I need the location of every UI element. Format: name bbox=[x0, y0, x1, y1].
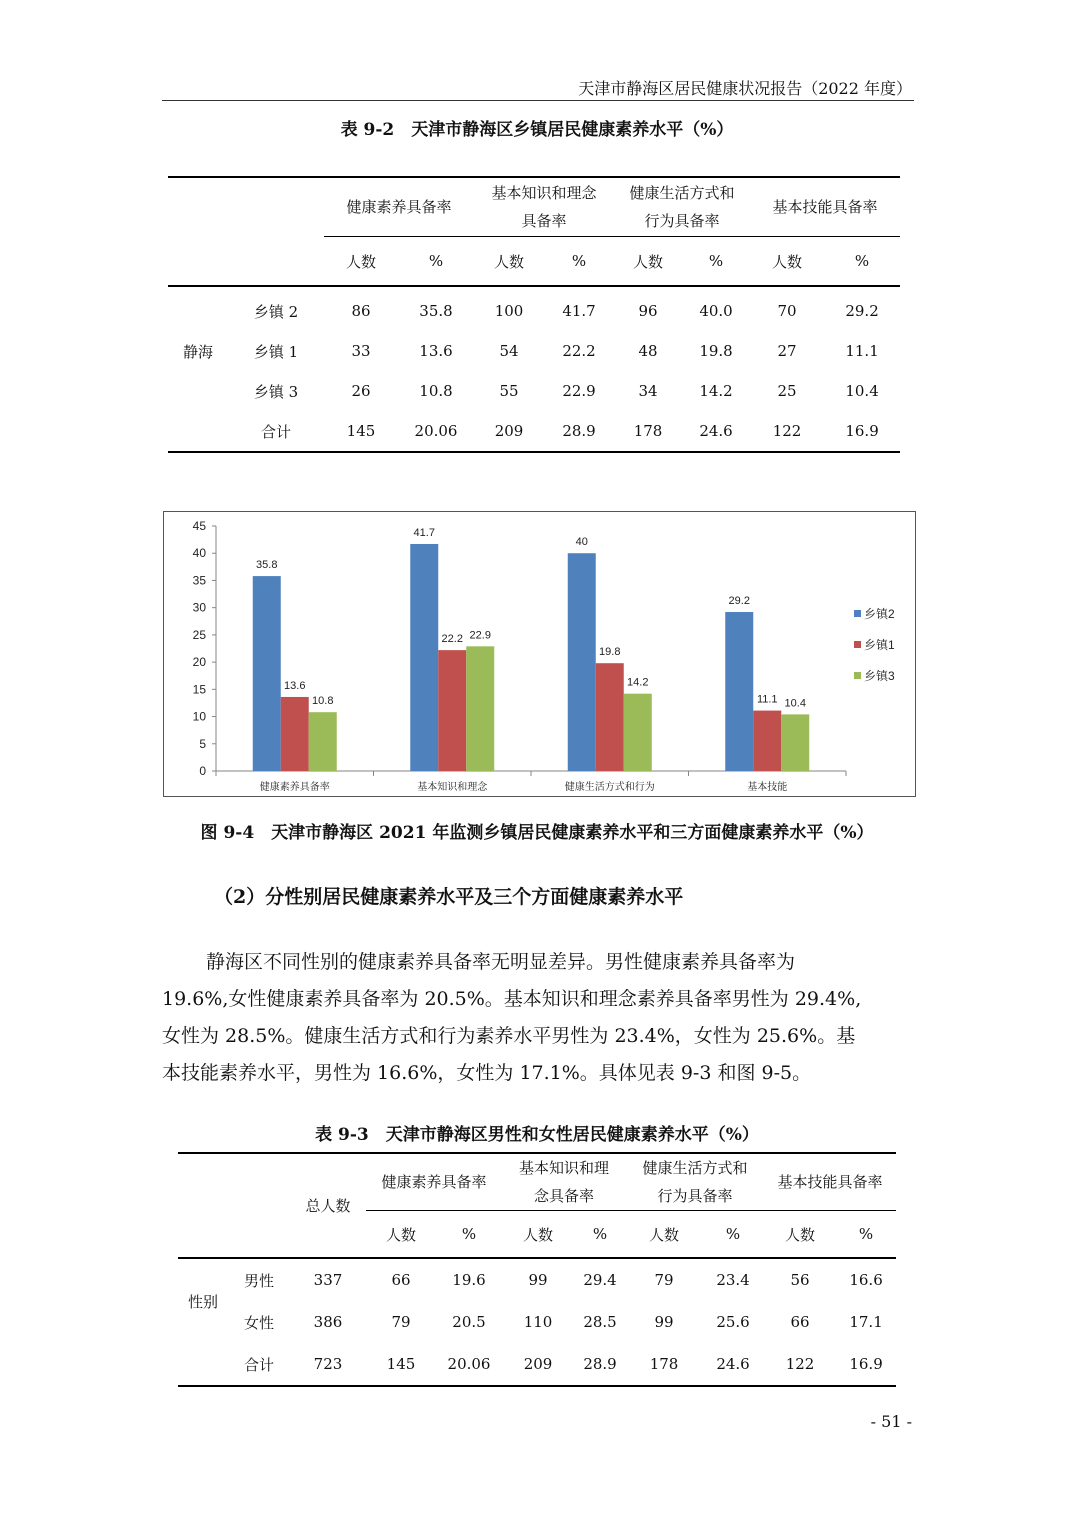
cell: 337 bbox=[313, 1271, 343, 1289]
cell: 20.06 bbox=[414, 422, 458, 440]
cell: 19.8 bbox=[699, 342, 733, 360]
bar bbox=[781, 714, 809, 771]
cell: 10.4 bbox=[845, 382, 879, 400]
percent-header: % bbox=[544, 237, 614, 287]
legend-swatch bbox=[854, 610, 861, 617]
count-header: 人数 bbox=[324, 237, 398, 287]
report-header-title: 天津市静海区居民健康状况报告（2022 年度） bbox=[578, 79, 912, 98]
cell: 24.6 bbox=[699, 422, 733, 440]
paragraph-line: 静海区不同性别的健康素养具备率无明显差异。男性健康素养具备率为 bbox=[206, 951, 796, 973]
group-header-line: 基本知识和理念 bbox=[491, 184, 597, 202]
cell: 48 bbox=[638, 342, 658, 360]
cell: 28.5 bbox=[583, 1313, 617, 1331]
table2-group-header bbox=[178, 1153, 896, 1211]
cell: 11.1 bbox=[845, 342, 879, 360]
legend-label: 乡镇3 bbox=[864, 669, 895, 683]
bar bbox=[568, 553, 596, 771]
x-tick-label: 基本知识和理念 bbox=[417, 782, 488, 793]
x-tick-label: 健康素养具备率 bbox=[259, 782, 330, 793]
percent-header: % bbox=[436, 1211, 502, 1259]
bar bbox=[725, 612, 753, 771]
row-label: 女性 bbox=[243, 1313, 274, 1332]
group-header bbox=[474, 177, 614, 237]
paragraph-line: 本技能素养水平，男性为 16.6%，女性为 17.1%。具体见表 9-3 和图 9-5。 bbox=[162, 1062, 812, 1084]
body-paragraph bbox=[162, 944, 914, 1092]
cell: 16.9 bbox=[845, 422, 879, 440]
legend-label: 乡镇2 bbox=[864, 607, 895, 621]
table2-sub-header bbox=[178, 1211, 896, 1259]
cell: 41.7 bbox=[562, 302, 596, 320]
group-header-line: 念具备率 bbox=[534, 1187, 595, 1205]
y-tick-label: 35 bbox=[192, 573, 206, 588]
percent-header: % bbox=[398, 237, 474, 287]
cell: 34 bbox=[638, 382, 658, 400]
table2-caption: 表 9-3 天津市静海区男性和女性居民健康素养水平（%） bbox=[315, 1125, 759, 1145]
total-header: 总人数 bbox=[305, 1196, 351, 1215]
group-header-line: 健康生活方式和 bbox=[642, 1159, 748, 1177]
bar bbox=[466, 646, 494, 771]
table1-group-header bbox=[168, 177, 900, 237]
cell: 110 bbox=[523, 1313, 553, 1331]
cell: 100 bbox=[494, 302, 524, 320]
x-tick-label: 基本技能 bbox=[747, 782, 788, 793]
group-header bbox=[502, 1153, 626, 1211]
data-label: 14.2 bbox=[627, 676, 649, 689]
count-header: 人数 bbox=[474, 237, 544, 287]
count-header: 人数 bbox=[764, 1211, 836, 1259]
cell: 14.2 bbox=[699, 382, 733, 400]
cell: 79 bbox=[391, 1313, 411, 1331]
paragraph-line: 女性为 28.5%。健康生活方式和行为素养水平男性为 23.4%，女性为 25.6%。基 bbox=[162, 1025, 856, 1047]
cell: 209 bbox=[523, 1355, 553, 1373]
cell: 79 bbox=[654, 1271, 674, 1289]
group-header: 基本技能具备率 bbox=[772, 198, 878, 216]
cell: 35.8 bbox=[419, 302, 453, 320]
row-label: 乡镇 1 bbox=[253, 342, 299, 361]
count-header: 人数 bbox=[502, 1211, 574, 1259]
cell: 24.6 bbox=[716, 1355, 750, 1373]
percent-header: % bbox=[702, 1211, 764, 1259]
bar bbox=[753, 711, 781, 771]
count-header: 人数 bbox=[366, 1211, 436, 1259]
chart-svg bbox=[164, 512, 915, 796]
y-tick-label: 30 bbox=[192, 600, 206, 615]
group-header: 健康素养具备率 bbox=[381, 1173, 487, 1191]
section-subheading: （2）分性别居民健康素养水平及三个方面健康素养水平 bbox=[214, 886, 684, 908]
data-label: 10.8 bbox=[312, 695, 334, 708]
data-label: 22.2 bbox=[441, 633, 463, 646]
cell: 96 bbox=[638, 302, 658, 320]
data-label: 40 bbox=[575, 536, 588, 549]
cell: 29.2 bbox=[845, 302, 879, 320]
data-label: 19.8 bbox=[599, 646, 621, 659]
cell: 27 bbox=[777, 342, 797, 360]
data-label: 35.8 bbox=[256, 559, 278, 572]
cell: 122 bbox=[785, 1355, 815, 1373]
cell: 29.4 bbox=[583, 1271, 617, 1289]
cell: 56 bbox=[790, 1271, 810, 1289]
data-label: 29.2 bbox=[728, 595, 750, 608]
percent-header: % bbox=[824, 237, 900, 287]
cell: 386 bbox=[313, 1313, 343, 1331]
cell: 178 bbox=[633, 422, 663, 440]
data-label: 13.6 bbox=[284, 679, 306, 692]
legend-swatch bbox=[854, 641, 861, 648]
percent-header: % bbox=[682, 237, 750, 287]
cell: 25 bbox=[777, 382, 797, 400]
cell: 22.2 bbox=[562, 342, 596, 360]
header-rule bbox=[162, 100, 914, 101]
y-tick-label: 15 bbox=[192, 682, 206, 697]
cell: 723 bbox=[313, 1355, 343, 1373]
cell: 99 bbox=[528, 1271, 548, 1289]
group-header-line: 健康生活方式和 bbox=[629, 184, 735, 202]
region-cell: 静海 bbox=[182, 342, 213, 361]
cell: 40.0 bbox=[699, 302, 733, 320]
x-tick-label: 健康生活方式和行为 bbox=[564, 782, 655, 793]
bar bbox=[309, 712, 337, 771]
row-label: 合计 bbox=[243, 1355, 274, 1374]
cell: 20.06 bbox=[447, 1355, 491, 1373]
cell: 178 bbox=[649, 1355, 679, 1373]
bar bbox=[281, 697, 309, 771]
legend-label: 乡镇1 bbox=[864, 638, 895, 652]
y-tick-label: 25 bbox=[192, 627, 206, 642]
group-header bbox=[626, 1153, 764, 1211]
cell: 16.6 bbox=[849, 1271, 883, 1289]
cell: 99 bbox=[654, 1313, 674, 1331]
bar bbox=[410, 544, 438, 771]
group-header-line: 行为具备率 bbox=[644, 212, 720, 230]
table1-caption: 表 9-2 天津市静海区乡镇居民健康素养水平（%） bbox=[340, 120, 734, 140]
cell: 22.9 bbox=[562, 382, 596, 400]
data-label: 41.7 bbox=[413, 526, 435, 539]
cell: 13.6 bbox=[419, 342, 453, 360]
y-tick-label: 0 bbox=[199, 764, 206, 778]
table1-corner bbox=[168, 177, 324, 237]
group-header-line: 行为具备率 bbox=[657, 1187, 733, 1205]
table-row bbox=[178, 1301, 896, 1343]
table-row bbox=[168, 331, 900, 371]
y-tick-label: 40 bbox=[192, 546, 206, 561]
cell: 70 bbox=[777, 302, 797, 320]
bar bbox=[438, 650, 466, 771]
cell: 26 bbox=[351, 382, 371, 400]
count-header: 人数 bbox=[626, 1211, 702, 1259]
y-tick-label: 10 bbox=[192, 709, 206, 724]
count-header: 人数 bbox=[614, 237, 682, 287]
bar-chart bbox=[163, 511, 916, 797]
table-row bbox=[178, 1343, 896, 1386]
cell: 16.9 bbox=[849, 1355, 883, 1373]
row-label: 乡镇 2 bbox=[253, 302, 299, 321]
cell: 66 bbox=[391, 1271, 411, 1289]
percent-header: % bbox=[574, 1211, 626, 1259]
cell: 28.9 bbox=[562, 422, 596, 440]
bar bbox=[253, 576, 281, 771]
cell: 66 bbox=[790, 1313, 810, 1331]
group-header: 健康素养具备率 bbox=[346, 198, 452, 216]
cell: 209 bbox=[494, 422, 524, 440]
table-9-3 bbox=[178, 1152, 896, 1387]
cell: 28.9 bbox=[583, 1355, 617, 1373]
category-cell: 性别 bbox=[187, 1292, 218, 1311]
data-label: 11.1 bbox=[756, 693, 778, 706]
bar bbox=[624, 694, 652, 771]
cell: 19.6 bbox=[452, 1271, 486, 1289]
percent-header: % bbox=[836, 1211, 896, 1259]
y-tick-label: 20 bbox=[192, 655, 206, 670]
cell: 55 bbox=[499, 382, 519, 400]
bar bbox=[596, 663, 624, 771]
group-header-line: 基本知识和理 bbox=[519, 1159, 610, 1177]
row-label: 乡镇 3 bbox=[253, 382, 299, 401]
cell: 86 bbox=[351, 302, 371, 320]
row-label: 男性 bbox=[243, 1271, 274, 1290]
cell: 122 bbox=[772, 422, 802, 440]
cell: 25.6 bbox=[716, 1313, 750, 1331]
paragraph-line: 19.6%,女性健康素养具备率为 20.5%。基本知识和理念素养具备率男性为 29.4%, bbox=[162, 988, 862, 1010]
y-tick-label: 5 bbox=[199, 736, 206, 751]
data-label: 22.9 bbox=[469, 629, 491, 642]
y-tick-label: 45 bbox=[192, 519, 206, 533]
page-number: - 51 - bbox=[870, 1412, 912, 1431]
cell: 10.8 bbox=[419, 382, 453, 400]
group-header bbox=[614, 177, 750, 237]
table-row bbox=[168, 286, 900, 331]
table-row bbox=[178, 1258, 896, 1301]
figure-caption: 图 9-4 天津市静海区 2021 年监测乡镇居民健康素养水平和三方面健康素养水平（%） bbox=[200, 823, 874, 843]
table-row bbox=[168, 411, 900, 452]
cell: 145 bbox=[346, 422, 376, 440]
table-row bbox=[168, 371, 900, 411]
cell: 145 bbox=[386, 1355, 416, 1373]
table-9-2 bbox=[168, 176, 900, 453]
cell: 54 bbox=[499, 342, 519, 360]
cell: 17.1 bbox=[849, 1313, 883, 1331]
cell: 20.5 bbox=[452, 1313, 486, 1331]
cell: 33 bbox=[351, 342, 371, 360]
data-label: 10.4 bbox=[784, 697, 806, 710]
cell: 23.4 bbox=[716, 1271, 750, 1289]
count-header: 人数 bbox=[750, 237, 824, 287]
legend-swatch bbox=[854, 672, 861, 679]
group-header: 基本技能具备率 bbox=[777, 1173, 883, 1191]
row-label: 合计 bbox=[260, 422, 291, 441]
group-header-line: 具备率 bbox=[521, 212, 567, 230]
table1-sub-header bbox=[168, 237, 900, 287]
